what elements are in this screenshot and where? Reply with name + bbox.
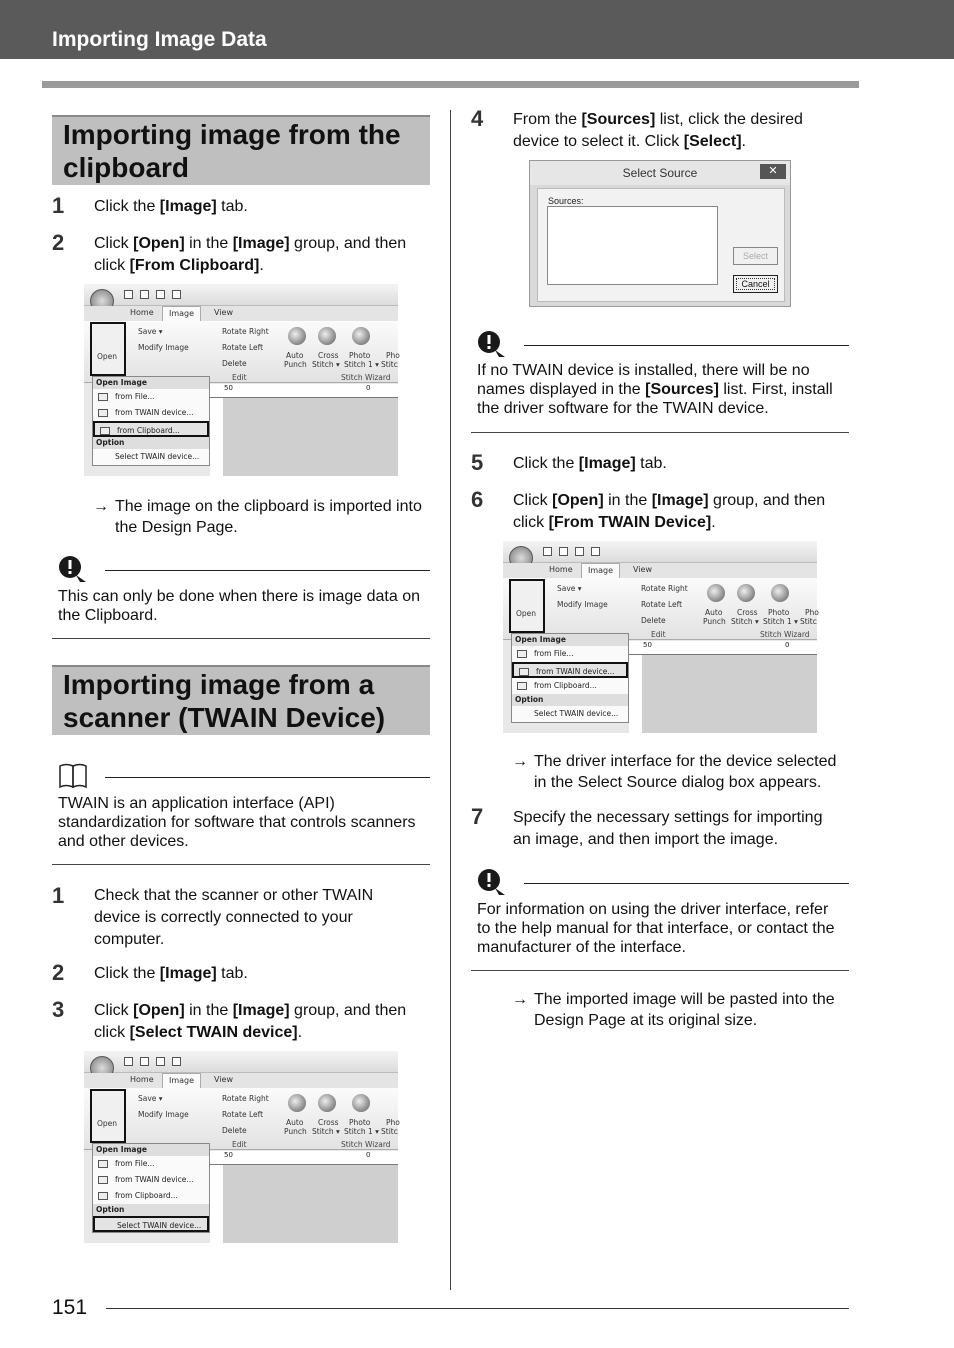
auto-punch-icon[interactable] <box>288 327 306 345</box>
group-label-edit: Edit <box>651 630 666 639</box>
menu-header-open-image: Open Image <box>512 634 628 646</box>
open-file-icon[interactable] <box>559 547 568 556</box>
menu-item-from-file[interactable]: from File... <box>93 389 209 405</box>
result-text: → The imported image will be pasted into the Design Page at its original size. <box>512 991 835 1029</box>
tab-image[interactable]: Image <box>581 563 620 578</box>
section-title-line: clipboard <box>63 152 190 183</box>
step-text: Click the [Image] tab. <box>94 965 248 982</box>
delete-button[interactable]: Delete <box>222 359 247 368</box>
group-label-stitch-wizard: Stitch Wizard <box>341 373 391 382</box>
section-heading-scanner <box>52 665 430 735</box>
tab-view[interactable]: View <box>214 1075 233 1084</box>
save-icon[interactable] <box>575 547 584 556</box>
menu-item-from-twain[interactable]: from TWAIN device... <box>93 1172 209 1188</box>
memo-text: TWAIN is an application interface (API) standardization for software that controls scanners and other devices. <box>58 795 416 850</box>
design-area <box>210 398 398 476</box>
note-end-rule <box>471 432 849 433</box>
open-file-icon[interactable] <box>140 1057 149 1066</box>
menu-item-from-clipboard[interactable]: from Clipboard... <box>93 1188 209 1204</box>
menu-header-option: Option <box>512 694 628 706</box>
menu-item-from-clipboard[interactable]: from Clipboard... <box>93 421 209 437</box>
menu-item-select-twain[interactable]: Select TWAIN device... <box>115 452 200 461</box>
note-end-rule <box>52 638 430 639</box>
menu-item-from-twain[interactable]: from TWAIN device... <box>512 662 628 678</box>
auto-punch-icon[interactable] <box>707 584 725 602</box>
step-number: 6 <box>471 487 484 512</box>
step-text: Click [Open] in the [Image] group, and then click [From TWAIN Device]. <box>513 492 826 531</box>
clipboard-icon <box>98 1192 108 1200</box>
folder-icon <box>98 393 108 401</box>
ruler: 50 0 <box>210 384 398 398</box>
caution-icon <box>477 868 507 896</box>
step-number: 4 <box>471 106 484 131</box>
photo-stitch-icon[interactable] <box>352 1094 370 1112</box>
section-title-line: Importing image from the <box>63 119 401 150</box>
select-button[interactable]: Select <box>733 247 778 265</box>
dialog-title: Select Source <box>530 161 790 185</box>
new-icon[interactable] <box>124 290 133 299</box>
save-button[interactable]: Save ▾ <box>138 327 163 336</box>
note-text: If no TWAIN device is installed, there will be no names displayed in the [Sources] list. First, install the driver software for the TWAIN device. <box>477 362 833 417</box>
design-area <box>629 655 817 733</box>
step-number: 3 <box>52 997 65 1022</box>
tab-image[interactable]: Image <box>162 306 201 321</box>
rotate-left-button[interactable]: Rotate Left <box>222 343 264 352</box>
note-end-rule <box>52 864 430 865</box>
menu-item-from-file[interactable]: from File... <box>512 646 628 662</box>
cross-stitch-icon[interactable] <box>318 327 336 345</box>
step-text: Check that the scanner or other TWAIN device is correctly connected to your computer. <box>94 887 374 948</box>
note-text: This can only be done when there is image data on the Clipboard. <box>58 588 421 624</box>
open-image-menu <box>92 1143 210 1233</box>
note-text: For information on using the driver interface, refer to the help manual for that interface, or contact the manufacturer of the interface. <box>477 901 835 956</box>
screenshot-open-from-twain: Home Image View Save ▾ Modify Image Rotate Right Rotate Left Delete Edit Auto Punch Cross Stitch ▾ Photo Stitch 1 ▾ Pho Stitc Stitch Wizard Open 50 0 Open Image from File... from TWAIN device... from Clipboard... Option Select TWAIN device... <box>503 541 817 733</box>
clipboard-icon <box>100 427 110 435</box>
open-button[interactable]: Open <box>90 322 126 376</box>
book-icon <box>58 762 88 790</box>
rotate-left-button[interactable]: Rotate Left <box>222 1110 264 1119</box>
zoom-icon[interactable] <box>172 1057 181 1066</box>
tab-image[interactable]: Image <box>162 1073 201 1088</box>
group-label-stitch-wizard: Stitch Wizard <box>760 630 810 639</box>
rotate-right-button[interactable]: Rotate Right <box>222 327 269 336</box>
note-rule <box>524 883 849 884</box>
cross-stitch-icon[interactable] <box>318 1094 336 1112</box>
open-button[interactable]: Open <box>90 1089 126 1143</box>
scanner-icon <box>98 1176 108 1184</box>
screenshot-select-twain-device: Home Image View Save ▾ Modify Image Rotate Right Rotate Left Delete Edit Auto Punch Cross Stitch ▾ Photo Stitch 1 ▾ Pho Stitc Stitch Wizard Open 50 0 Open Image from File... from TWAIN device... from Clipboard... Option Select TWAIN device... <box>84 1051 398 1243</box>
sources-list[interactable] <box>547 206 718 285</box>
section-title-line: Importing image from a <box>63 669 375 700</box>
menu-header-option: Option <box>93 1204 209 1216</box>
zoom-icon[interactable] <box>172 290 181 299</box>
step-number: 1 <box>52 883 65 908</box>
ruler: 50 0 <box>210 1151 398 1165</box>
modify-image-button[interactable]: Modify Image <box>557 600 608 609</box>
new-icon[interactable] <box>124 1057 133 1066</box>
arrow-icon: → <box>512 991 528 1008</box>
menu-header-open-image: Open Image <box>93 377 209 389</box>
note-rule <box>105 570 430 571</box>
group-label-stitch-wizard: Stitch Wizard <box>341 1140 391 1149</box>
group-label-edit: Edit <box>232 1140 247 1149</box>
close-icon[interactable]: ✕ <box>760 164 786 179</box>
cancel-button[interactable]: Cancel <box>733 275 778 293</box>
step-number: 2 <box>52 230 65 255</box>
footer-rule <box>106 1308 849 1309</box>
step-text: From the [Sources] list, click the desired device to select it. Click [Select]. <box>513 111 803 150</box>
save-icon[interactable] <box>156 290 165 299</box>
open-button[interactable]: Open <box>509 579 545 633</box>
menu-item-from-twain[interactable]: from TWAIN device... <box>93 405 209 421</box>
select-source-dialog <box>529 160 791 307</box>
tab-home[interactable]: Home <box>549 565 573 574</box>
screenshot-open-from-clipboard: Home Image View Save ▾ Modify Image Rotate Right Rotate Left Delete Edit Auto Punch Cross Stitch ▾ Photo Stitch 1 ▾ Pho Stitc Stitch Wizard Open 50 0 Open Image from File... from TWAIN device... from Clipboard... Option Select TWAIN device... <box>84 284 398 476</box>
result-text: → The image on the clipboard is imported into the Design Page. <box>93 498 422 536</box>
step-number: 1 <box>52 193 65 218</box>
modify-image-button[interactable]: Modify Image <box>138 1110 189 1119</box>
rotate-right-button[interactable]: Rotate Right <box>641 584 688 593</box>
save-icon[interactable] <box>156 1057 165 1066</box>
photo-stitch-icon[interactable] <box>771 584 789 602</box>
menu-item-select-twain[interactable]: Select TWAIN device... <box>534 709 619 718</box>
group-label-edit: Edit <box>232 373 247 382</box>
folder-icon <box>517 650 527 658</box>
sources-label: Sources: <box>548 196 584 206</box>
cross-stitch-icon[interactable] <box>737 584 755 602</box>
tab-view[interactable]: View <box>633 565 652 574</box>
tab-home[interactable]: Home <box>130 1075 154 1084</box>
step-number: 2 <box>52 960 65 985</box>
arrow-icon: → <box>512 753 528 770</box>
result-text: → The driver interface for the device selected in the Select Source dialog box appears. <box>512 753 837 791</box>
menu-item-from-file[interactable]: from File... <box>93 1156 209 1172</box>
design-area <box>210 1165 398 1243</box>
open-image-menu <box>92 376 210 466</box>
caution-icon <box>477 330 507 358</box>
clipboard-icon <box>517 682 527 690</box>
rotate-left-button[interactable]: Rotate Left <box>641 600 683 609</box>
save-button[interactable]: Save ▾ <box>138 1094 163 1103</box>
tab-home[interactable]: Home <box>130 308 154 317</box>
step-text: Click [Open] in the [Image] group, and then click [Select TWAIN device]. <box>94 1002 407 1041</box>
delete-button[interactable]: Delete <box>641 616 666 625</box>
step-text: Click [Open] in the [Image] group, and then click [From Clipboard]. <box>94 235 407 274</box>
header-rule <box>42 81 859 88</box>
folder-icon <box>98 1160 108 1168</box>
note-rule <box>105 777 430 778</box>
step-text: Click the [Image] tab. <box>94 198 248 215</box>
arrow-icon: → <box>93 498 109 515</box>
zoom-icon[interactable] <box>591 547 600 556</box>
menu-header-option: Option <box>93 437 209 449</box>
scanner-icon <box>519 668 529 676</box>
open-file-icon[interactable] <box>140 290 149 299</box>
menu-header-open-image: Open Image <box>93 1144 209 1156</box>
caution-icon <box>58 555 88 583</box>
tab-view[interactable]: View <box>214 308 233 317</box>
menu-item-select-twain[interactable]: Select TWAIN device... <box>93 1216 209 1232</box>
page-number: 151 <box>52 1296 88 1319</box>
ruler: 50 0 <box>629 641 817 655</box>
column-divider <box>450 110 451 1290</box>
modify-image-button[interactable]: Modify Image <box>138 343 189 352</box>
step-text: Click the [Image] tab. <box>513 455 667 472</box>
photo-stitch-icon[interactable] <box>352 327 370 345</box>
delete-button[interactable]: Delete <box>222 1126 247 1135</box>
note-end-rule <box>471 970 849 971</box>
new-icon[interactable] <box>543 547 552 556</box>
auto-punch-icon[interactable] <box>288 1094 306 1112</box>
step-number: 5 <box>471 450 484 475</box>
step-number: 7 <box>471 804 484 829</box>
step-text: Specify the necessary settings for importing an image, and then import the image. <box>513 809 823 848</box>
rotate-right-button[interactable]: Rotate Right <box>222 1094 269 1103</box>
menu-item-from-clipboard[interactable]: from Clipboard... <box>512 678 628 694</box>
section-heading-clipboard <box>52 115 430 185</box>
scanner-icon <box>98 409 108 417</box>
section-title-line: scanner (TWAIN Device) <box>63 702 386 733</box>
page-header-title: Importing Image Data <box>52 28 267 51</box>
open-image-menu <box>511 633 629 723</box>
save-button[interactable]: Save ▾ <box>557 584 582 593</box>
note-rule <box>524 345 849 346</box>
